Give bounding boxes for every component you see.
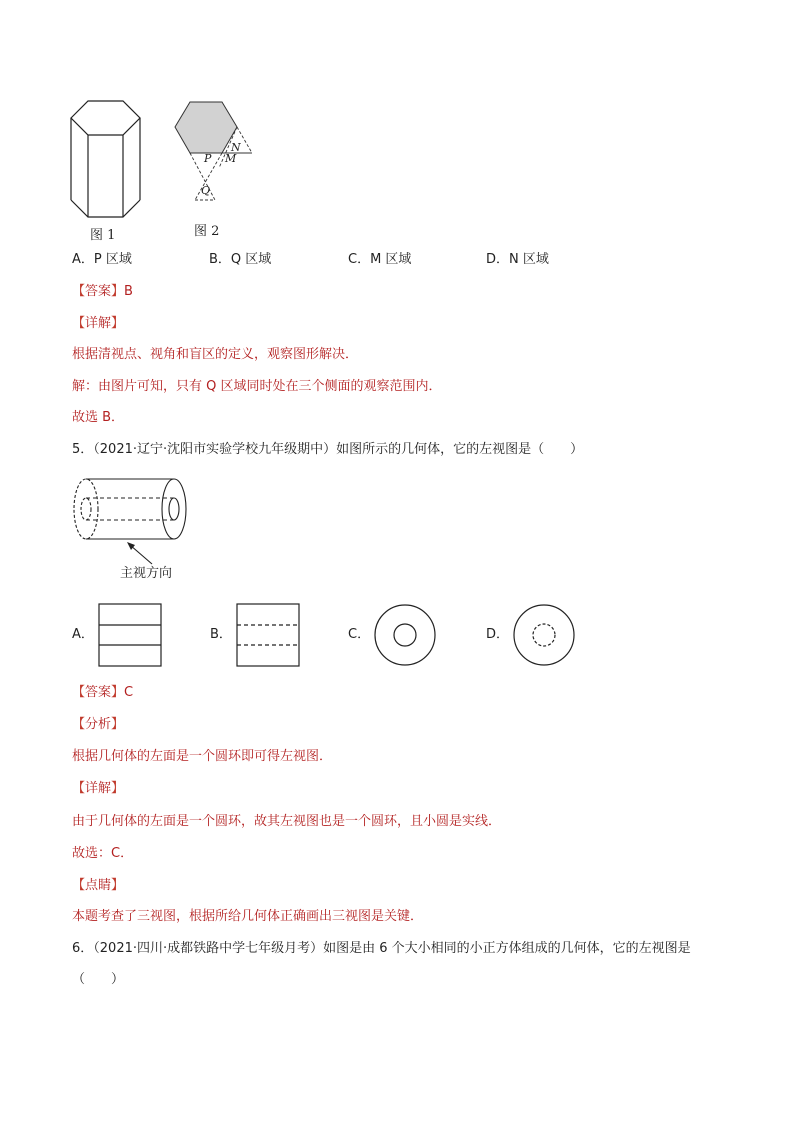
- q5-option-b-figure: [236, 603, 300, 667]
- figure-2-point-p: P: [204, 152, 212, 165]
- q5-option-c-letter: C．: [348, 627, 371, 642]
- q5-hollow-cylinder-figure: [72, 476, 192, 571]
- figure-1-caption: 图 1: [90, 228, 116, 243]
- q4-detail-line-1: 根据清视点、视角和盲区的定义，观察图形解决．: [72, 347, 359, 362]
- figure-2-point-m: M: [225, 152, 237, 165]
- q5-option-c-figure: [373, 603, 437, 667]
- q5-view-direction-label: 主视方向: [120, 566, 173, 581]
- figure-2-point-q: Q: [201, 184, 211, 197]
- q6-stem-line-2: （ ）: [72, 972, 125, 987]
- q4-option-c: C．M 区域: [348, 252, 412, 267]
- figure-1-hexagonal-prism: [68, 98, 148, 220]
- q4-option-a: A．P 区域: [72, 252, 132, 267]
- q5-comment-heading: 【点睛】: [72, 878, 125, 893]
- q4-detail-heading: 【详解】: [72, 316, 125, 331]
- q5-detail-text: 由于几何体的左面是一个圆环，故其左视图也是一个圆环，且小圆是实线．: [72, 814, 502, 829]
- q5-option-b-letter: B．: [210, 627, 232, 642]
- q4-answer: 【答案】B: [72, 284, 133, 299]
- figure-2-blind-zone-diagram: [175, 100, 257, 204]
- q5-option-d-figure: [512, 603, 576, 667]
- q6-stem-line-1: 6．（2021·四川·成都铁路中学七年级月考）如图是由 6 个大小相同的小正方体组成的几何体，它的左视图是: [72, 941, 691, 956]
- q5-comment-text: 本题考查了三视图，根据所给几何体正确画出三视图是关键．: [72, 909, 424, 924]
- q5-detail-heading: 【详解】: [72, 781, 125, 796]
- q5-analysis-text: 根据几何体的左面是一个圆环即可得左视图．: [72, 749, 333, 764]
- q5-option-a-figure: [98, 603, 162, 667]
- q5-conclusion: 故选：C．: [72, 846, 134, 861]
- q4-detail-line-2: 解：由图片可知，只有 Q 区域同时处在三个侧面的观察范围内．: [72, 379, 442, 394]
- q5-analysis-heading: 【分析】: [72, 717, 125, 732]
- figure-2-point-n: N: [231, 141, 241, 154]
- q4-conclusion: 故选 B．: [72, 410, 125, 425]
- q4-option-d: D．N 区域: [486, 252, 549, 267]
- q5-stem: 5．（2021·辽宁·沈阳市实验学校九年级期中）如图所示的几何体，它的左视图是（ ）: [72, 442, 584, 457]
- q5-option-a-letter: A．: [72, 627, 94, 642]
- q5-option-d-letter: D．: [486, 627, 510, 642]
- q4-option-b: B．Q 区域: [209, 252, 272, 267]
- q5-answer: 【答案】C: [72, 685, 134, 700]
- figure-2-caption: 图 2: [194, 224, 220, 239]
